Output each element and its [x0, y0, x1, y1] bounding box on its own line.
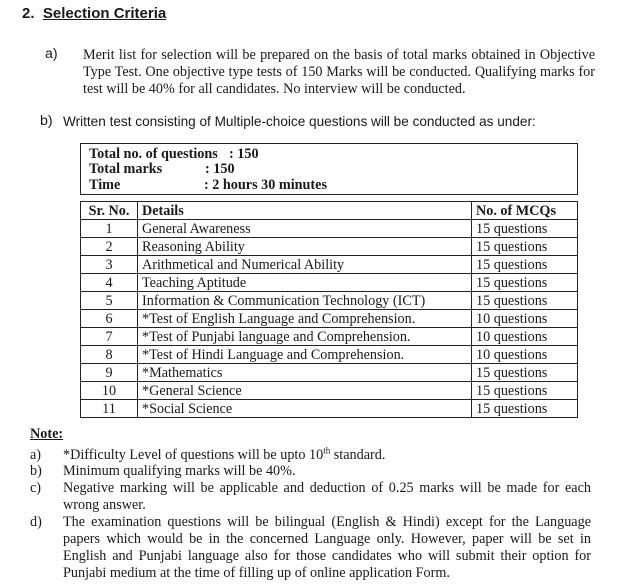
- sr-no-cell: 10: [81, 382, 138, 400]
- note-title: Note:: [30, 426, 64, 442]
- item-a-label: a): [45, 46, 58, 62]
- note-a-label: a): [30, 447, 42, 463]
- table-row: [81, 364, 578, 382]
- sr-no-cell: 11: [81, 400, 138, 418]
- time-value: : 2 hours 30 minutes: [204, 177, 327, 193]
- col-header-mcqs: No. of MCQs: [472, 202, 578, 220]
- mcq-count-cell: 15 questions: [472, 382, 578, 400]
- time-label: Time: [89, 177, 121, 193]
- sr-no-cell: 6: [81, 310, 138, 328]
- section-number: 2.: [22, 5, 35, 22]
- mcq-count-cell: 10 questions: [472, 310, 578, 328]
- table-row: [81, 346, 578, 364]
- sr-no-cell: 3: [81, 256, 138, 274]
- mcq-count-cell: 15 questions: [472, 400, 578, 418]
- details-cell: *Test of English Language and Comprehension.: [138, 310, 472, 328]
- mcq-count-cell: 15 questions: [472, 274, 578, 292]
- note-c-text: Negative marking will be applicable and deduction of 0.25 marks will be made for each wrong answer.: [63, 480, 591, 513]
- sr-no-cell: 7: [81, 328, 138, 346]
- table-row: [81, 400, 578, 418]
- table-row: [81, 328, 578, 346]
- table-row: [81, 238, 578, 256]
- note-d-text: The examination questions will be bilingual (English & Hindi) except for the Language papers which would be in the concerned Language only. However, paper will be set in English and Punjabi language also for those candidates who will submit their option for Punjabi medium at the time of filling up of online application Form.: [63, 514, 591, 581]
- mcq-count-cell: 10 questions: [472, 346, 578, 364]
- sr-no-cell: 4: [81, 274, 138, 292]
- details-cell: *General Science: [138, 382, 472, 400]
- mcq-count-cell: 15 questions: [472, 256, 578, 274]
- table-row: [81, 256, 578, 274]
- note-c-label: c): [30, 480, 42, 496]
- table-row: [81, 292, 578, 310]
- sr-no-cell: 1: [81, 220, 138, 238]
- mcq-count-cell: 10 questions: [472, 328, 578, 346]
- table-row: [81, 220, 578, 238]
- details-cell: General Awareness: [138, 220, 472, 238]
- details-cell: *Test of Punjabi language and Comprehension.: [138, 328, 472, 346]
- details-cell: *Mathematics: [138, 364, 472, 382]
- table-row: [81, 382, 578, 400]
- mcq-count-cell: 15 questions: [472, 238, 578, 256]
- table-row: [81, 310, 578, 328]
- details-cell: Teaching Aptitude: [138, 274, 472, 292]
- item-b-text: Written test consisting of Multiple-choice questions will be conducted as under:: [63, 114, 536, 129]
- total-questions-value: : 150: [229, 146, 259, 162]
- col-header-sr-no: Sr. No.: [81, 202, 138, 220]
- mcq-count-cell: 15 questions: [472, 292, 578, 310]
- details-cell: Reasoning Ability: [138, 238, 472, 256]
- sr-no-cell: 8: [81, 346, 138, 364]
- note-b-text: Minimum qualifying marks will be 40%.: [63, 463, 296, 479]
- mcq-count-cell: 15 questions: [472, 220, 578, 238]
- total-questions-label: Total no. of questions: [89, 146, 218, 162]
- note-b-label: b): [30, 463, 42, 479]
- sr-no-cell: 9: [81, 364, 138, 382]
- details-cell: Arithmetical and Numerical Ability: [138, 256, 472, 274]
- details-cell: Information & Communication Technology (ICT): [138, 292, 472, 310]
- col-header-details: Details: [138, 202, 472, 220]
- total-marks-value: : 150: [205, 161, 235, 177]
- note-d-label: d): [30, 514, 42, 530]
- item-a-text: Merit list for selection will be prepared on the basis of total marks obtained in Objective Type Test. One objective type tests of 150 Marks will be conducted. Qualifying marks for test will be 40% for all candidates. No interview will be conducted.: [83, 47, 595, 97]
- details-cell: *Social Science: [138, 400, 472, 418]
- sr-no-cell: 5: [81, 292, 138, 310]
- mcq-count-cell: 15 questions: [472, 364, 578, 382]
- table-header-row: [81, 202, 578, 220]
- item-b-label: b): [40, 113, 53, 129]
- details-cell: *Test of Hindi Language and Comprehension.: [138, 346, 472, 364]
- sr-no-cell: 2: [81, 238, 138, 256]
- note-a-text: *Difficulty Level of questions will be upto 10th standard.: [63, 445, 386, 463]
- section-title: Selection Criteria: [42, 5, 167, 22]
- total-marks-label: Total marks: [89, 161, 163, 177]
- mcq-table: [80, 201, 578, 418]
- section-heading: [22, 5, 166, 22]
- exam-summary-box: [80, 143, 578, 195]
- table-row: [81, 274, 578, 292]
